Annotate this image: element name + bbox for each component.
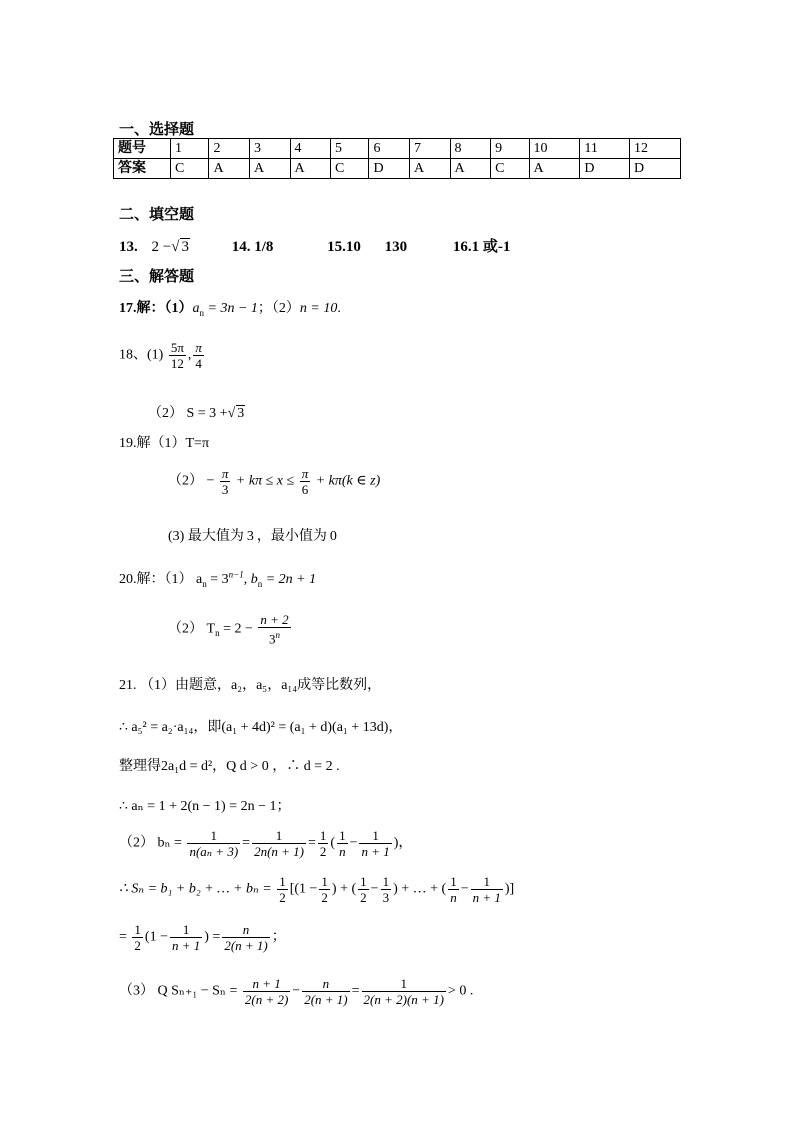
q19-p3b: 3: [246, 529, 254, 544]
subscript: n: [215, 628, 220, 639]
ellipsis: ) + … + (: [393, 881, 447, 897]
q21-l5a: （2） bₙ =: [119, 835, 182, 851]
q21-line6: [119, 874, 514, 905]
q19-p2a: （2） −: [168, 473, 215, 489]
q20-p2a: （2） T: [168, 621, 216, 637]
equals: ) =: [204, 929, 221, 945]
table-cell: 10: [529, 139, 580, 159]
denominator: 4: [195, 356, 202, 371]
q17-lead: 17.解：（1）: [119, 301, 193, 316]
paren: )，: [393, 835, 413, 851]
section-title-fill: 二、填空题: [119, 207, 195, 223]
numerator: 1: [360, 874, 367, 889]
superscript: n−1: [228, 569, 244, 580]
subscript: n: [257, 578, 263, 589]
denominator: 2n(n + 1): [254, 844, 304, 859]
table-cell: A: [249, 159, 290, 179]
denominator: 2(n + 1): [224, 938, 268, 953]
semicolon: ；: [271, 929, 286, 945]
q16-answer: 16.1 或-1: [452, 239, 511, 255]
q21-line8: [119, 976, 473, 1007]
table-row: [114, 159, 681, 179]
table-cell: 11: [580, 139, 630, 159]
table-cell: 2: [209, 139, 250, 159]
fraction: [300, 466, 311, 497]
minus: −: [370, 881, 379, 897]
fraction: [359, 828, 391, 859]
fraction: [243, 976, 290, 1007]
numerator: 1: [319, 828, 327, 843]
q19-line3: [168, 525, 337, 545]
numerator: 1: [134, 922, 141, 937]
denominator: 3: [221, 482, 229, 497]
denominator: n: [450, 890, 457, 905]
fraction: [258, 612, 290, 646]
q21-line3: 整理得2a₁d = d²，Q d > 0 ，∴ d = 2 .: [119, 759, 340, 774]
superscript: n: [275, 630, 280, 640]
denominator: 2: [279, 890, 286, 905]
table-cell: 题号: [114, 139, 171, 159]
q19-p2b: + kπ ≤ x ≤: [235, 473, 295, 489]
q18-lead: 18、(1): [119, 347, 164, 363]
numerator: 1: [359, 828, 391, 844]
table-cell: C: [171, 159, 209, 179]
denominator: n + 1: [472, 890, 501, 905]
fraction: [277, 874, 288, 905]
q19-line1: 19.解（1）T=π: [119, 436, 210, 451]
q17-line: [119, 297, 341, 318]
bracket: )]: [504, 881, 515, 897]
comma: ,: [187, 347, 192, 363]
minus: −: [292, 983, 301, 999]
table-cell: A: [209, 159, 250, 179]
denominator: 3: [382, 890, 390, 905]
numerator: 1: [321, 874, 328, 889]
numerator: 5π: [170, 340, 184, 355]
fraction: [337, 828, 348, 859]
table-cell: 7: [410, 139, 451, 159]
q19-line2: [168, 466, 380, 497]
numerator: 1: [187, 828, 240, 844]
table-cell: D: [580, 159, 630, 179]
fraction: [220, 466, 231, 497]
table-cell: 8: [450, 139, 491, 159]
q18-root: 3: [237, 406, 245, 421]
equals: =: [119, 929, 127, 945]
denominator: n: [339, 844, 346, 859]
q17-p2: n = 10: [299, 301, 338, 316]
q21-line4: ∴ aₙ = 1 + 2(n − 1) = 2n − 1；: [119, 799, 291, 814]
fraction: [302, 976, 349, 1007]
table-cell: 1: [171, 139, 209, 159]
denominator: n + 1: [361, 844, 390, 859]
denominator: n + 1: [171, 938, 201, 953]
q18-line1: [119, 340, 206, 371]
q17-p1-rest: = 3n − 1: [204, 301, 258, 316]
fraction: [471, 874, 503, 905]
fraction: [170, 922, 202, 953]
denominator: [258, 628, 290, 646]
denominator: 2: [319, 844, 327, 859]
numerator: 1: [362, 976, 446, 992]
fraction: [362, 976, 446, 1007]
table-cell: C: [331, 159, 369, 179]
q14-answer: 14. 1/8: [231, 239, 274, 255]
fraction: [187, 828, 240, 859]
fraction: [193, 340, 204, 371]
numerator: 1: [471, 874, 503, 890]
numerator: 1: [170, 922, 202, 938]
q20-lead: 20.解：（1） a: [119, 572, 203, 587]
sqrt-icon: √: [227, 406, 236, 421]
numerator: 1: [279, 874, 286, 889]
fraction: [252, 828, 306, 859]
denominator: n(aₙ + 3): [189, 844, 239, 859]
numerator: π: [195, 340, 202, 355]
q20-aeq: = 3: [206, 572, 229, 587]
q19-p2c: + kπ(k ∈ z): [315, 473, 381, 489]
denominator: 2: [134, 938, 141, 953]
numerator: n + 1: [243, 976, 290, 992]
answer-table: [113, 138, 681, 179]
fraction: [132, 922, 143, 953]
table-cell: A: [450, 159, 491, 179]
numerator: n: [222, 922, 269, 938]
fraction: [222, 922, 269, 953]
numerator: 1: [450, 874, 457, 889]
numerator: π: [221, 466, 229, 481]
denominator: 2: [360, 890, 367, 905]
q13-value: 2 −: [151, 239, 172, 255]
denominator: 2: [321, 890, 328, 905]
table-cell: 答案: [114, 159, 171, 179]
q21-line5: [119, 828, 412, 859]
numerator: n: [302, 976, 349, 992]
q15-answer: 15.10: [327, 239, 361, 255]
fraction: [318, 828, 329, 859]
numerator: 1: [252, 828, 306, 844]
table-cell: D: [369, 159, 410, 179]
numerator: 1: [339, 828, 346, 843]
q21-l8d: > 0 .: [447, 983, 474, 999]
table-cell: A: [290, 159, 331, 179]
denominator: 12: [170, 356, 184, 371]
section-title-choice: 一、选择题: [119, 122, 195, 138]
equals: =: [351, 983, 360, 999]
sqrt-icon: √: [171, 239, 180, 255]
numerator: π: [301, 466, 309, 481]
equals: =: [308, 835, 316, 851]
table-cell: 4: [290, 139, 331, 159]
table-cell: 9: [491, 139, 529, 159]
denominator: 6: [301, 482, 309, 497]
q21-line1: 21. （1）由题意，a₂，a₅，a₁₄成等比数列，: [119, 678, 382, 693]
table-cell: C: [491, 159, 529, 179]
table-cell: A: [410, 159, 451, 179]
q13-label: 13.: [119, 239, 138, 255]
denominator-base: 3: [269, 631, 276, 647]
denominator: 2(n + 2): [244, 992, 289, 1007]
fraction: [448, 874, 459, 905]
fraction: [358, 874, 369, 905]
table-cell: 6: [369, 139, 410, 159]
q13-root: 3: [181, 239, 189, 255]
q21-line7: [119, 922, 286, 953]
numerator: 1: [382, 874, 390, 889]
denominator: 2(n + 1): [304, 992, 348, 1007]
q20-p2b: = 2 −: [219, 621, 253, 637]
q17-p1: a: [192, 301, 200, 316]
q18-line2: [148, 402, 245, 422]
table-cell: 3: [249, 139, 290, 159]
equals: =: [242, 835, 251, 851]
q17-mid: ；（2）: [257, 301, 300, 316]
paren: (1 −: [144, 929, 168, 945]
q21-l6a: ∴ Sₙ = b₁ + b₂ + … + bₙ =: [119, 881, 272, 897]
table-cell: D: [629, 159, 680, 179]
q19-p3c: ，最小值为: [256, 529, 327, 544]
q20-line1: [119, 568, 316, 589]
table-cell: A: [529, 159, 580, 179]
numerator: n + 2: [260, 612, 289, 627]
section-title-solve: 三、解答题: [119, 269, 195, 285]
q20-bpart: , b: [243, 572, 258, 587]
table-cell: 5: [331, 139, 369, 159]
fraction: [381, 874, 392, 905]
minus: −: [460, 881, 469, 897]
table-row: [114, 139, 681, 159]
q18-p2: （2） S = 3 +: [148, 406, 228, 421]
fill-answers: [119, 235, 510, 256]
q17-end: .: [337, 301, 341, 316]
q15-answer-b: 130: [384, 239, 408, 255]
bracket: [(1 −: [289, 881, 318, 897]
fraction: [169, 340, 186, 371]
fraction: [319, 874, 330, 905]
plus: ) + (: [331, 881, 357, 897]
denominator: 2(n + 2)(n + 1): [363, 992, 444, 1007]
q19-p3a: (3) 最大值为: [168, 529, 244, 544]
q21-l8a: （3） Q Sₙ₊₁ − Sₙ =: [119, 983, 238, 999]
paren: (: [330, 835, 336, 851]
q17-p1-sub: n: [199, 307, 204, 318]
q20-line2: [168, 612, 293, 646]
q19-p3d: 0: [329, 529, 337, 544]
table-cell: 12: [629, 139, 680, 159]
minus: −: [349, 835, 358, 851]
q20-beq: = 2n + 1: [262, 572, 317, 587]
q21-line2: ∴ a₅² = a₂·a₁₄，即(a₁ + 4d)² = (a₁ + d)(a₁ + 13d)，: [119, 720, 403, 735]
subscript: n: [202, 578, 207, 589]
